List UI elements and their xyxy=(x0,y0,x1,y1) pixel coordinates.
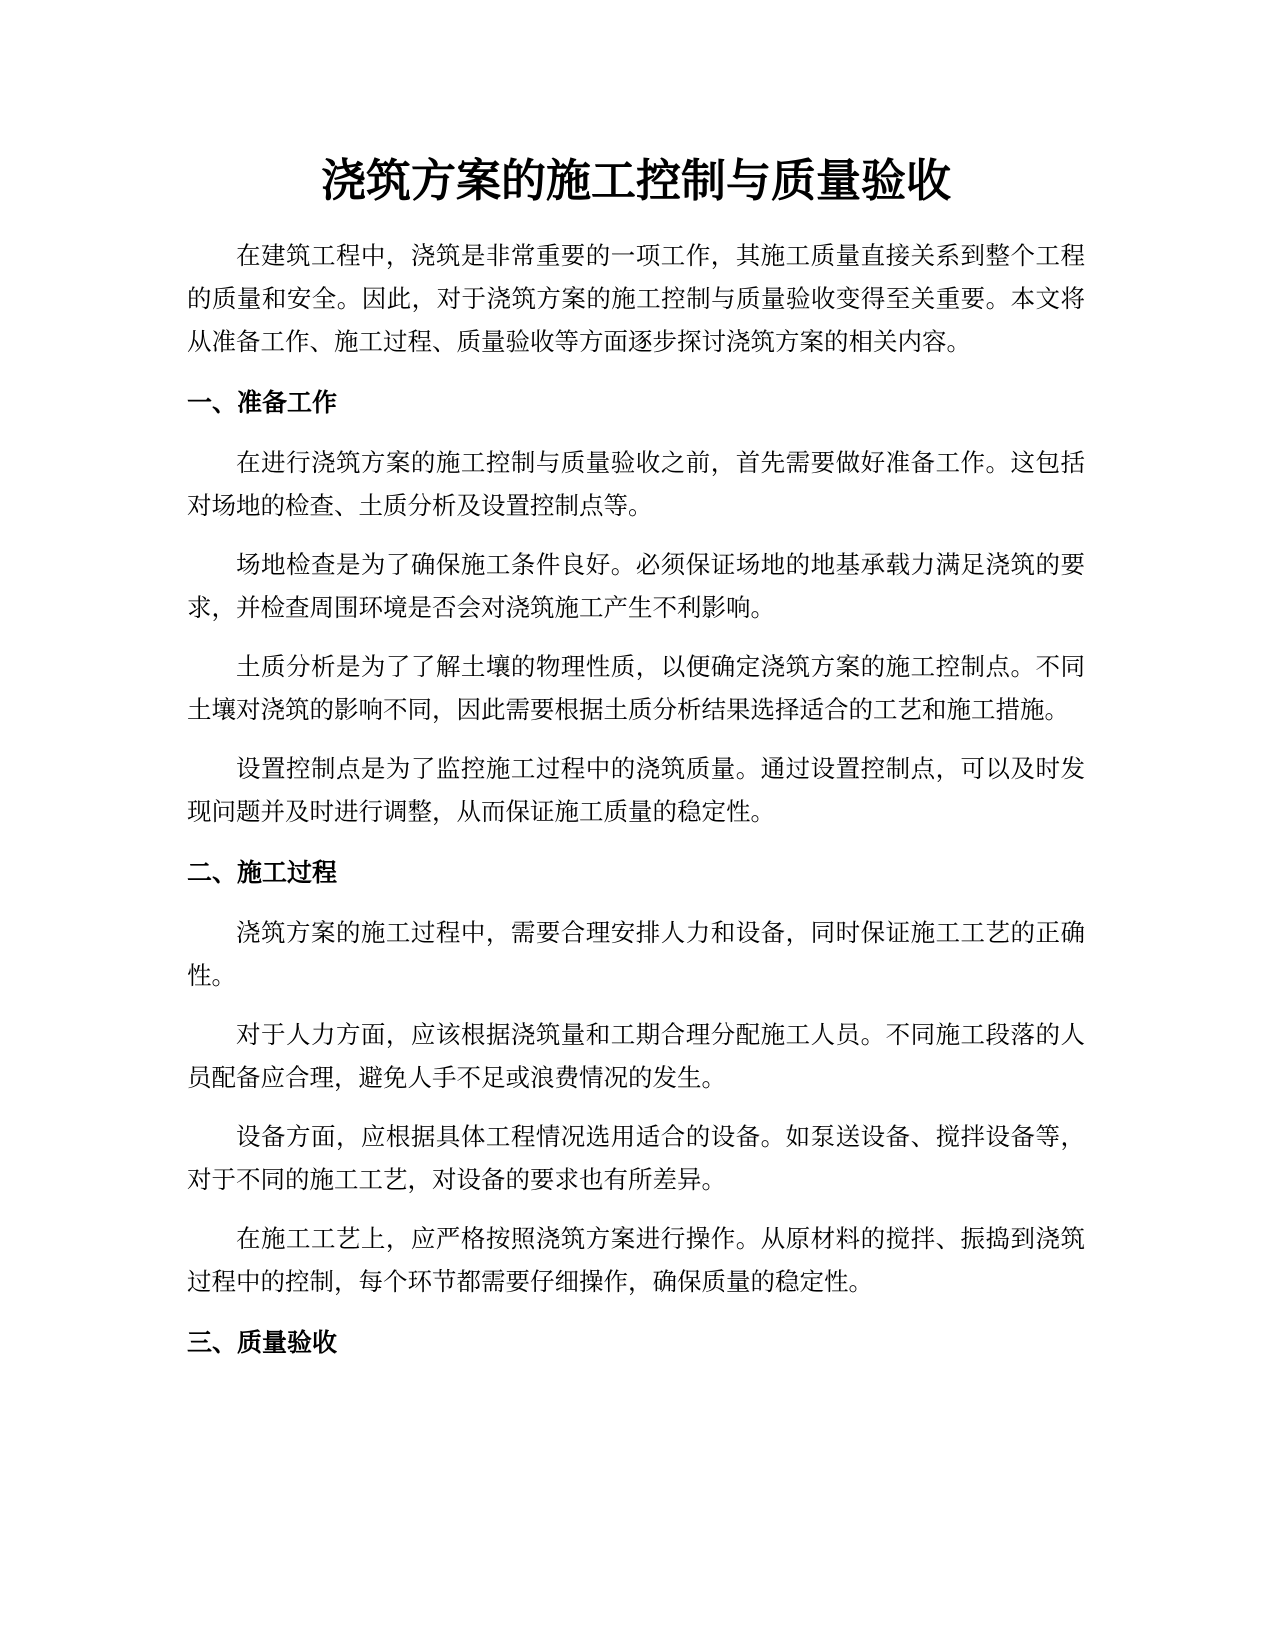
paragraph: 对于人力方面，应该根据浇筑量和工期合理分配施工人员。不同施工段落的人员配备应合理，避免人手不足或浪费情况的发生。 xyxy=(187,1020,1085,1092)
paragraph: 场地检查是为了确保施工条件良好。必须保证场地的地基承载力满足浇筑的要求，并检查周围环境是否会对浇筑施工产生不利影响。 xyxy=(187,550,1085,622)
paragraph: 设置控制点是为了监控施工过程中的浇筑质量。通过设置控制点，可以及时发现问题并及时进行调整，从而保证施工质量的稳定性。 xyxy=(187,754,1085,826)
paragraph: 在进行浇筑方案的施工控制与质量验收之前，首先需要做好准备工作。这包括对场地的检查、土质分析及设置控制点等。 xyxy=(187,448,1085,520)
section-heading-quality: 三、质量验收 xyxy=(187,1328,338,1357)
intro-paragraph: 在建筑工程中，浇筑是非常重要的一项工作，其施工质量直接关系到整个工程的质量和安全。因此，对于浇筑方案的施工控制与质量验收变得至关重要。本文将从准备工作、施工过程、质量验收等方面逐步探讨浇筑方案的相关内容。 xyxy=(187,241,1085,356)
section-heading-construction: 二、施工过程 xyxy=(187,858,338,887)
paragraph: 设备方面，应根据具体工程情况选用适合的设备。如泵送设备、搅拌设备等，对于不同的施工工艺，对设备的要求也有所差异。 xyxy=(187,1122,1085,1194)
section-heading-preparation: 一、准备工作 xyxy=(187,388,338,417)
document-title: 浇筑方案的施工控制与质量验收 xyxy=(320,154,951,207)
paragraph: 土质分析是为了了解土壤的物理性质，以便确定浇筑方案的施工控制点。不同土壤对浇筑的影响不同，因此需要根据土质分析结果选择适合的工艺和施工措施。 xyxy=(187,652,1085,724)
paragraph: 在施工工艺上，应严格按照浇筑方案进行操作。从原材料的搅拌、振捣到浇筑过程中的控制，每个环节都需要仔细操作，确保质量的稳定性。 xyxy=(187,1224,1085,1296)
paragraph: 浇筑方案的施工过程中，需要合理安排人力和设备，同时保证施工工艺的正确性。 xyxy=(187,918,1085,990)
document-page xyxy=(187,0,1085,1364)
